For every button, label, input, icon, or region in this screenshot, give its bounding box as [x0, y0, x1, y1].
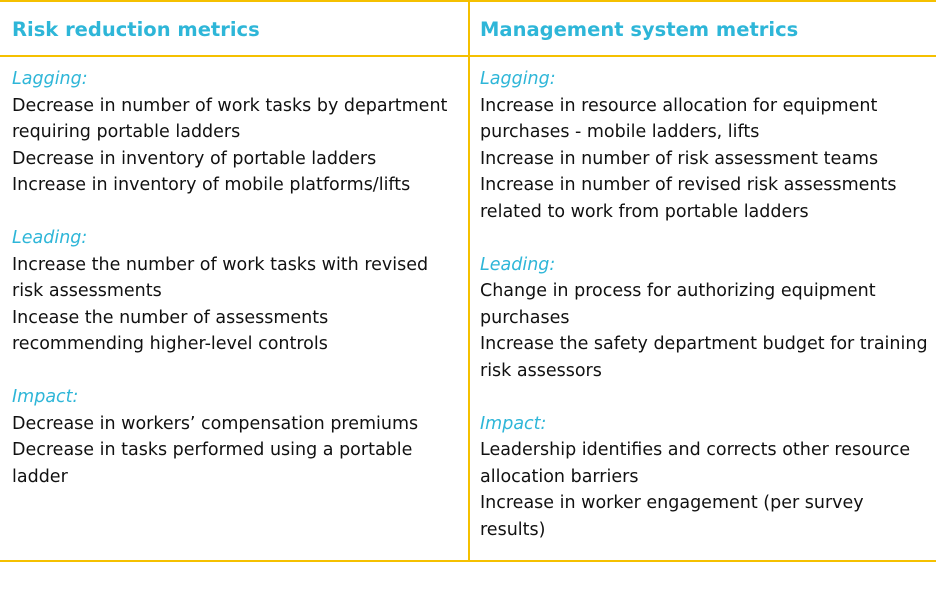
section-label: Leading:	[480, 254, 556, 275]
metric-item: Increase in inventory of mobile platforms/lifts	[12, 175, 411, 195]
impact-section	[12, 384, 460, 490]
section-label: Leading:	[12, 228, 88, 248]
metric-item: Increase in number of risk assessment teams	[480, 148, 879, 169]
metric-item: Decrease in inventory of portable ladders	[12, 148, 377, 169]
lagging-section	[12, 66, 460, 199]
risk-reduction-column	[12, 66, 460, 490]
management-system-header: Management system metrics	[480, 18, 799, 41]
section-label: Impact:	[12, 387, 79, 407]
metric-item: Increase the number of work tasks with revised risk assessments	[12, 254, 429, 301]
section-label: Lagging:	[480, 69, 556, 89]
section-label: Lagging:	[12, 69, 88, 89]
lagging-section	[480, 66, 928, 225]
column-divider	[468, 2, 470, 562]
metric-item: Increase the safety department budget for training risk assessors	[480, 334, 928, 381]
metric-item: Decrease in workers’ compensation premiums	[12, 413, 419, 434]
metric-item: Decrease in number of work tasks by department requiring portable ladders	[12, 95, 448, 142]
leading-section	[12, 225, 460, 358]
section-label: Impact:	[480, 413, 547, 434]
metric-item: Increase in resource allocation for equipment purchases - mobile ladders, lifts	[480, 95, 878, 142]
management-system-column	[480, 66, 928, 543]
metric-item: Increase in worker engagement (per survey results)	[480, 493, 864, 540]
risk-reduction-header: Risk reduction metrics	[12, 18, 260, 41]
metric-item: Leadership identifies and corrects other resource allocation barriers	[480, 440, 911, 487]
metric-item: Incease the number of assessments recommending higher-level controls	[12, 307, 329, 354]
metric-item: Increase in number of revised risk assessments related to work from portable ladders	[480, 175, 897, 222]
metric-item: Decrease in tasks performed using a portable ladder	[12, 440, 413, 487]
impact-section	[480, 411, 928, 544]
metric-item: Change in process for authorizing equipment purchases	[480, 281, 876, 328]
leading-section	[480, 252, 928, 385]
